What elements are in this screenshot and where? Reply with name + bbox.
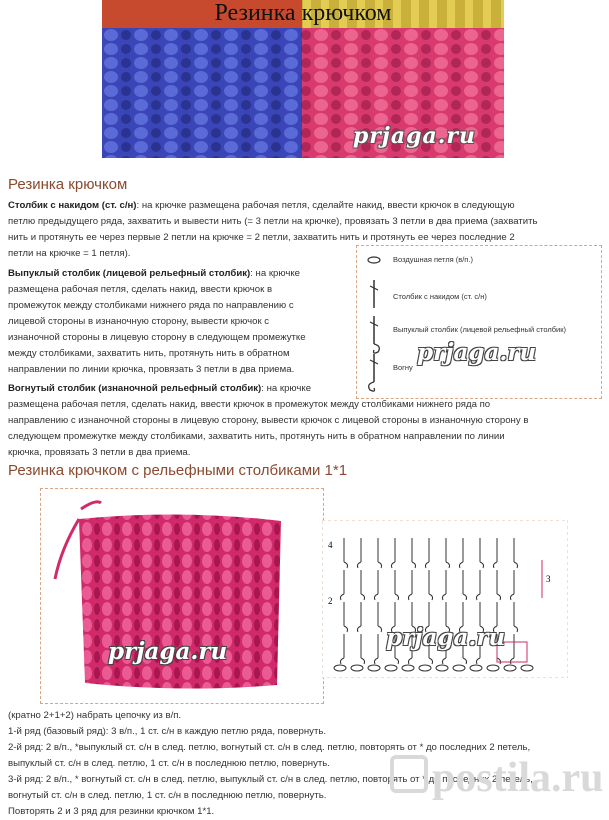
p3-line: размещена рабочая петля, сделать накид, ввести крючок в промежуток между столбиками нижнего ряда по [8, 399, 491, 410]
instruction-line: 2-й ряд: 2 в/п., *выпуклый ст. с/н в след. петлю, вогнутый ст. с/н в след. петлю, повторять от * до последних 2 петель, [8, 742, 531, 753]
p2-line: изнаночной стороны в лицевую сторону в следующем промежутке [8, 332, 306, 343]
hero-photo [102, 0, 504, 158]
p2-line: между столбиками, захватить нить, протянуть нить в обратном [8, 348, 290, 359]
term-front-post: Выпуклый столбик (лицевой рельефный столбик) [8, 268, 251, 279]
instruction-line: 3-й ряд: 2 в/п., * вогнутый ст. с/н в след. петлю, выпуклый ст. с/н в след. петлю, повторять от * до последних 2 петель, [8, 774, 533, 785]
p2-line: лицевой стороны в изнаночную сторону, вывести крючок с [8, 316, 270, 327]
p2-line: : на крючке [250, 268, 301, 279]
p3-line: направлению с изнаночной стороны в лицевую сторону, вывести крючок с лицевой стороны в изнаночную сторону в [8, 415, 529, 426]
section1-heading: Резинка крючком [8, 176, 128, 193]
chain-symbol-icon [368, 257, 380, 263]
legend-front-post-label: Выпуклый столбик (лицевой рельефный столбик) [393, 325, 567, 334]
paragraph-back-post [8, 381, 603, 461]
p2-line: размещена рабочая петля, сделать накид, ввести крючок в [8, 284, 273, 295]
row-number-4: 4 [328, 540, 333, 550]
rib-swatch-photo [40, 488, 324, 704]
p3-line: : на крючке [261, 383, 312, 394]
p3-line: крючка, провязать 3 петли в два приема. [8, 447, 191, 458]
hero-watermark: prjaga.ru [352, 123, 476, 149]
instruction-line: (кратно 2+1+2) набрать цепочку из в/п. [8, 710, 182, 721]
postila-watermark-text: postila.ru [432, 755, 604, 801]
p2-line: промежуток между столбиками нижнего ряда по направлению с [8, 300, 294, 311]
hero-title: Резинка крючком [214, 0, 392, 26]
legend-watermark: prjaga.ru [417, 339, 537, 366]
legend-dc-label: Столбик с накидом (ст. с/н) [393, 292, 487, 301]
crochet-chart [322, 520, 568, 678]
instruction-line: вогнутый ст. с/н в след. петлю, 1 ст. с/н в последнюю петлю, повернуть. [8, 790, 327, 801]
repeat-number: 3 [546, 574, 551, 584]
instruction-line: 1-й ряд (базовый ряд): 3 в/п., 1 ст. с/н в каждую петлю ряда, повернуть. [8, 726, 327, 737]
pink-swatch-image [41, 489, 323, 703]
p3-line: следующем промежутке между столбиками, захватить нить, протянуть нить в обратном направлении по линии [8, 431, 505, 442]
term-back-post: Вогнутый столбик (изнаночной рельефный столбик) [8, 383, 262, 394]
p1-line: нить и протянуть ее через первые 2 петли на крючке = 2 петли, захватить нить и протянуть ее через последние 2 [8, 232, 515, 243]
section2-heading: Резинка крючком с рельефными столбиками 1*1 [8, 462, 348, 479]
postila-watermark [390, 755, 604, 799]
p2-line: направлении по линии крючка, провязать 3 петли в два приема. [8, 364, 295, 375]
row-number-2: 2 [328, 596, 333, 606]
paragraph-front-post [8, 266, 353, 378]
stitch-legend [356, 245, 602, 399]
instruction-line: выпуклый ст. с/н в след. петлю, 1 ст. с/н в последнюю петлю, повернуть. [8, 758, 330, 769]
legend-symbols [357, 246, 397, 396]
p1-line: : на крючке размещена рабочая петля, сделайте накид, ввести крючок в следующую [136, 200, 515, 211]
term-plain-stitch: Столбик с накидом (ст. с/н) [8, 200, 137, 211]
p1-line: петли на крючке = 1 петля). [8, 248, 131, 259]
legend-back-post-label: Вогну [393, 363, 413, 372]
crochet-chart-drawing [322, 520, 568, 678]
p1-line: петлю предыдущего ряда, захватить и вывести нить (= 3 петли на крючке), провязать 3 петли в два приема (захватить [8, 216, 538, 227]
legend-chain-label: Воздушная петля (в/п.) [393, 255, 473, 264]
photo-watermark: prjaga.ru [108, 638, 228, 665]
instruction-line: Повторять 2 и 3 ряд для резинки крючком 1*1. [8, 806, 215, 817]
postila-logo-icon [390, 755, 428, 793]
chart-watermark: prjaga.ru [386, 624, 506, 651]
